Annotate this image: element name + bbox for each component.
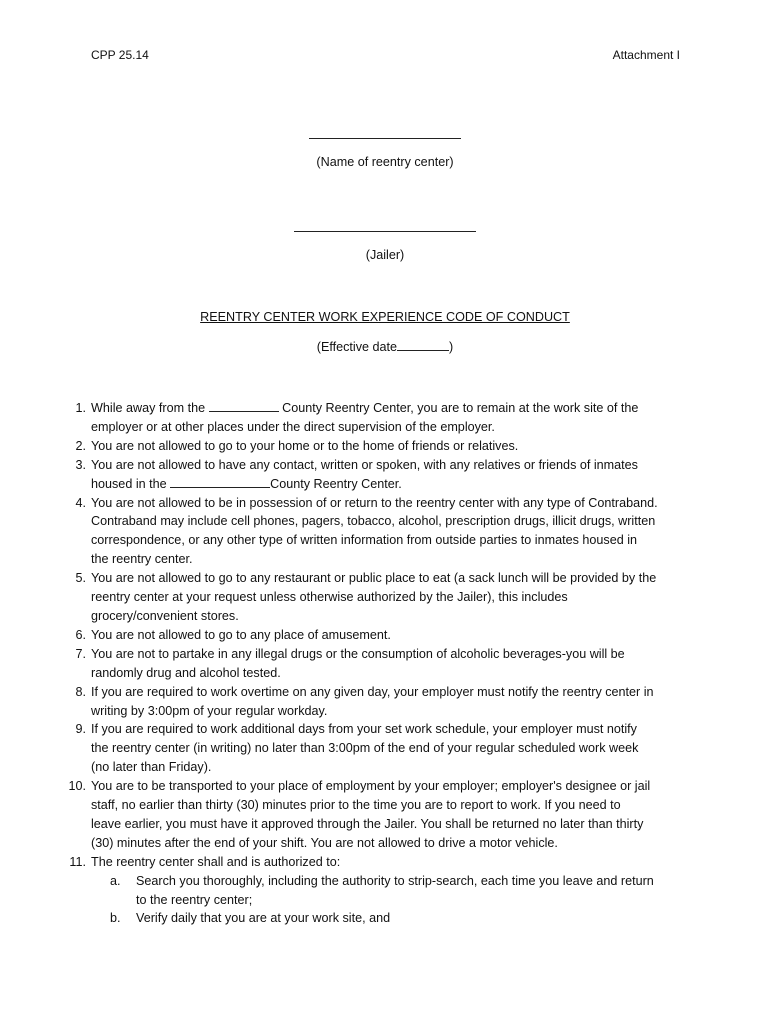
attachment-label: Attachment I <box>612 48 680 62</box>
item-line: If you are required to work overtime on any given day, your employer must notify the reentry center in <box>91 684 654 699</box>
item-line: You are not allowed to go to any place of amusement. <box>91 627 391 642</box>
item-line: If you are required to work additional days from your set work schedule, your employer must notify <box>91 722 637 737</box>
list-item-7 <box>0 645 770 683</box>
sub-item-b <box>0 909 770 928</box>
list-item-9 <box>0 720 770 777</box>
item-line: The reentry center shall and is authorized to: <box>91 854 341 869</box>
item-line: (no later than Friday). <box>91 760 212 775</box>
item-line: housed in the County Reentry Center. <box>91 476 402 491</box>
list-item-3 <box>0 456 770 494</box>
effective-date <box>0 338 770 357</box>
list-item-10 <box>0 777 770 853</box>
document-title-row <box>0 308 770 327</box>
code-of-conduct-list <box>0 399 770 928</box>
county-blank[interactable] <box>209 399 279 412</box>
item-number: 7. <box>75 646 86 661</box>
list-item-2 <box>0 437 770 456</box>
item-line: Search you thoroughly, including the authority to strip-search, each time you leave and return <box>136 873 654 888</box>
item-number: 1. <box>75 401 86 415</box>
item-line: to the reentry center; <box>136 892 253 907</box>
document-title: REENTRY CENTER WORK EXPERIENCE CODE OF CONDUCT <box>200 310 570 324</box>
item-line: randomly drug and alcohol tested. <box>91 665 281 680</box>
effective-date-prefix: (Effective date <box>316 340 398 354</box>
sub-item-a <box>0 872 770 910</box>
item-line: the reentry center. <box>91 552 193 567</box>
item-number: 6. <box>75 627 86 642</box>
item-number: 2. <box>75 438 86 453</box>
effective-date-blank[interactable] <box>397 338 449 351</box>
item-line: the reentry center (in writing) no later than 3:00pm of the end of your regular scheduled work week <box>91 741 639 756</box>
center-name-blank[interactable] <box>309 138 461 139</box>
item-line: Contraband may include cell phones, pagers, tobacco, alcohol, prescription drugs, illicit drugs, written <box>91 514 656 529</box>
list-item-8 <box>0 683 770 721</box>
item-line: You are not allowed to be in possession of or return to the reentry center with any type of Contraband. <box>91 495 658 510</box>
sub-item-letter: a. <box>110 873 121 888</box>
item-line: staff, no earlier than thirty (30) minutes prior to the time you are to report to work. If you need to <box>91 798 621 813</box>
item-line: leave earlier, you must have it approved through the Jailer. You shall be returned no later than thirty <box>91 816 644 831</box>
center-name-label: (Name of reentry center) <box>316 155 454 169</box>
item-line: (30) minutes after the end of your shift. You are not allowed to drive a motor vehicle. <box>91 835 558 850</box>
item-line: correspondence, or any other type of written information from outside parties to inmates housed in <box>91 533 638 548</box>
document-code: CPP 25.14 <box>91 48 149 62</box>
item-number: 10. <box>68 779 86 794</box>
item-number: 5. <box>75 571 86 586</box>
item-line: While away from the County Reentry Center, you are to remain at the work site of the <box>91 401 639 415</box>
jailer-label: (Jailer) <box>365 248 405 262</box>
list-item-11 <box>0 853 770 872</box>
item-line: You are not allowed to go to your home or to the home of friends or relatives. <box>91 438 519 453</box>
effective-date-suffix: ) <box>449 340 454 354</box>
item-line: Verify daily that you are at your work site, and <box>136 911 391 926</box>
jailer-blank[interactable] <box>294 231 476 232</box>
county-blank[interactable] <box>170 475 270 488</box>
item-line: grocery/convenient stores. <box>91 608 239 623</box>
item-line: You are to be transported to your place of employment by your employer; employer's designee or jail <box>91 779 651 794</box>
item-number: 4. <box>75 495 86 510</box>
list-item-4 <box>0 494 770 570</box>
item-line: writing by 3:00pm of your regular workday. <box>91 703 328 718</box>
item-line: You are not allowed to go to any restaurant or public place to eat (a sack lunch will be provided by the <box>91 571 657 586</box>
list-item-5 <box>0 569 770 626</box>
item-number: 11. <box>69 854 86 869</box>
item-number: 3. <box>75 457 86 472</box>
list-item-1 <box>0 399 770 437</box>
item-line: reentry center at your request unless otherwise authorized by the Jailer), this includes <box>91 590 568 605</box>
item-line: employer or at other places under the direct supervision of the employer. <box>91 419 495 434</box>
item-line: You are not to partake in any illegal drugs or the consumption of alcoholic beverages-you will be <box>91 646 625 661</box>
item-number: 9. <box>75 722 86 737</box>
item-line: You are not allowed to have any contact, written or spoken, with any relatives or friends of inmates <box>91 457 638 472</box>
item-number: 8. <box>75 684 86 699</box>
sub-item-letter: b. <box>110 911 121 926</box>
list-item-6 <box>0 626 770 645</box>
